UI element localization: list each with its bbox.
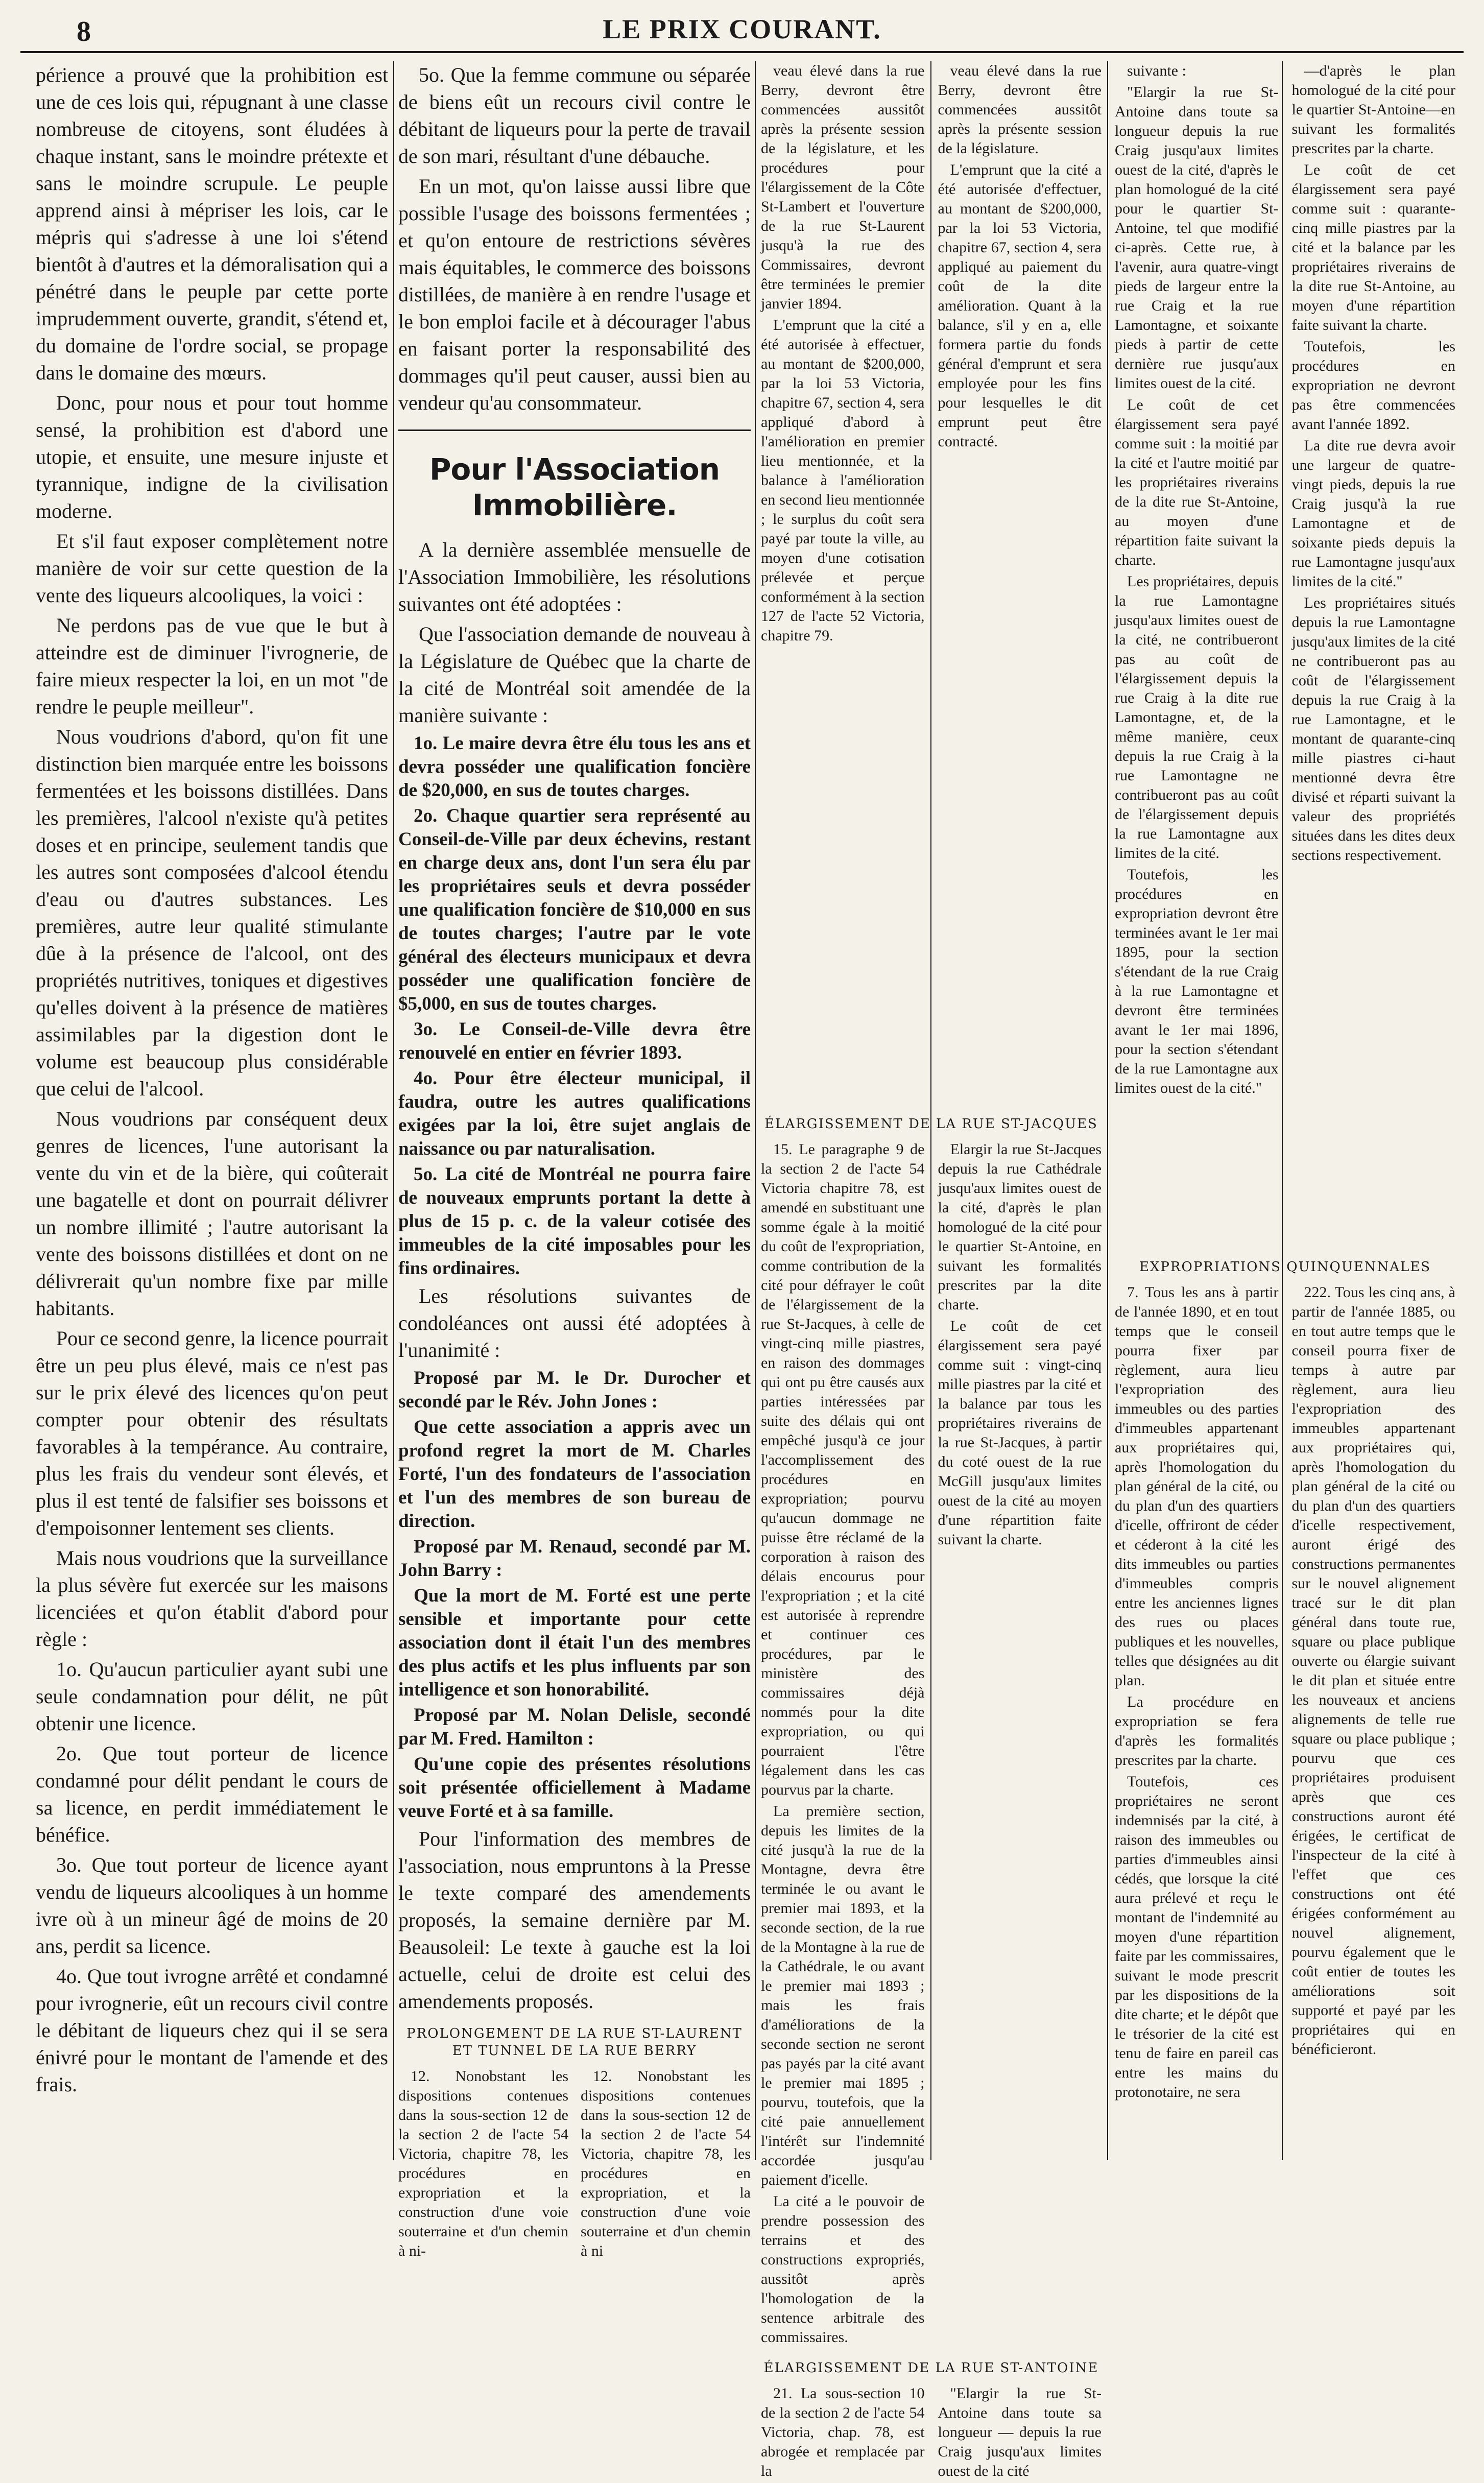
paragraph: Nous voudrions par conséquent deux genres de licences, l'une autorisant la vente du vin et de la bière, qui coûterait une bagatelle et dont on pourrait délivrer un nombre illimité ; l'autre autorisant la vente des boissons distillées et dont on ne délivrerait qu'un nombre fixe par mille habitants. bbox=[36, 1107, 388, 1320]
section-title: Pour l'Association Immobilière. bbox=[398, 429, 751, 523]
resolution: 2o. Chaque quartier sera représenté au Conseil-de-Ville par deux échevins, restant en charge deux ans, dont l'un sera élu par les propriétaires seuls et devra posséder une qualification foncière de $10,000 en sus de toutes charges; l'autre par le vote général des électeurs municipaux et devra posséder une qualification foncière de $5,000, en sus de toutes charges. bbox=[398, 805, 751, 1014]
law-text: 15. Le paragraphe 9 de la section 2 de l'acte 54 Victoria chapitre 78, est amendé en substituant une somme égale à la moitié du coût de l'expropriation, comme contribution de la cité pour défrayer le coût de l'élargissement de la rue St-Jacques, à celle de vingt-cinq mille piastres, en raison des dommages qui ont pu être causés aux parties intéressées par suite des délais qui ont empêché jusqu'à ce jour l'accomplissement des procédures en expropriation; pourvu qu'aucun dommage ne puisse être réclamé de la corporation à raison des délais encourus pour l'expropriation ; et la cité est autorisée à reprendre et continuer ces procédures, par le ministère des commissaires déjà nommés pour la dite expropriation, ou qui pourraient l'être légalement dans les cas pourvus par la charte. bbox=[761, 1141, 925, 1798]
law-text: Toutefois, les procédures en expropriation devront être terminées avant le 1er mai 1895, pour la section s'étendant de la rue Craig à la rue Lamontagne et devront être terminées avant le 1er mai 1896, pour la section s'étendant de la rue Lamontagne aux limites ouest de la cité." bbox=[1115, 866, 1279, 1096]
law-text: 21. La sous-section 10 de la section 2 de l'acte 54 Victoria, chap. 78, est abrogée et remplacée par la bbox=[761, 2385, 925, 2479]
column-2 bbox=[398, 61, 751, 2259]
paragraph: 3o. Que tout porteur de licence ayant vendu de liqueurs alcooliques à un homme ivre où à un mineur âgé de moins de 20 ans, perdit sa licence. bbox=[36, 1853, 388, 1957]
column-3 bbox=[761, 61, 1455, 2479]
paragraph: Donc, pour nous et pour tout homme sensé, la prohibition est d'abord une utopie, et ensuite, une mesure injuste et tyrannique, indigne de la civilisation moderne. bbox=[36, 391, 388, 522]
law-text: Les propriétaires, depuis la rue Lamontagne jusqu'aux limites ouest de la cité, ne contribueront pas au coût de l'élargissement depuis la rue Craig à la dite rue Lamontagne, et, de la même manière, ceux depuis la rue Craig à la rue Lamontagne ne contribueront pas au coût de l'élargissement depuis la rue Lamontagne aux limites de la cité. bbox=[1115, 573, 1279, 862]
page-number: 8 bbox=[77, 16, 91, 47]
condoleance: Proposé par M. Nolan Delisle, secondé par M. Fred. Hamilton : bbox=[398, 1705, 751, 1749]
condoleance: Proposé par M. Renaud, secondé par M. John Barry : bbox=[398, 1536, 751, 1581]
paragraph: Que l'association demande de nouveau à la Législature de Québec que la charte de la cité de Montréal soit amendée de la manière suivante : bbox=[398, 623, 751, 727]
column-rule bbox=[755, 61, 756, 2160]
resolution: 1o. Le maire devra être élu tous les ans et devra posséder une qualification foncière de $20,000, en sus de toutes charges. bbox=[398, 733, 751, 801]
paragraph: périence a prouvé que la prohibition est une de ces lois qui, répugnant à une classe nombreuse de citoyens, sont éludées à chaque instant, sans le moindre prétexte et sans le moindre scrupule. Le peuple apprend ainsi à mépriser les lois, car le mépris qui s'adresse à une loi s'étend bientôt à d'autres et la démoralisation qui a pénétré dans le peuple par cette porte imprudemment ouverte, grandit, s'étend et, du domaine de l'ordre social, se propage dans le domaine des mœurs. bbox=[36, 63, 388, 384]
law-text: Toutefois, les procédures en expropriation ne devront pas être commencées avant l'année 1892. bbox=[1291, 338, 1455, 433]
condoleance: Que cette association a appris avec un profond regret la mort de M. Charles Forté, l'un des fondateurs de l'association et l'un des membres de son bureau de direction. bbox=[398, 1417, 751, 1532]
law-text: veau élevé dans la rue Berry, devront être commencées aussitôt après la présente session de la législature. bbox=[938, 62, 1102, 157]
law-text: Les propriétaires situés depuis la rue Lamontagne jusqu'aux limites de la cité ne contribueront pas au coût de l'élargissement depuis la rue Craig à la rue Lamontagne, et le montant de quarante-cinq mille piastres ci-haut mentionné devra être divisé et réparti suivant la valeur des propriétés situées dans les dites deux sections respectivement. bbox=[1291, 594, 1455, 864]
law-text: Le coût de cet élargissement sera payé comme suit : quarante-cinq mille piastres par la cité et la balance par les propriétaires riverains de la dite rue St-Antoine, au moyen d'une répartition faite suivant la charte. bbox=[1291, 161, 1455, 333]
law-text: 222. Tous les cinq ans, à partir de l'année 1885, ou en tout autre temps que le conseil pourra fixer de temps à autre par règlement, aura lieu l'expropriation des immeubles appartenant aux propriétaires qui, après l'homologation du plan général de la cité ou du plan d'un des quartiers d'icelle respectivement, auront érigé des constructions permanentes sur le nouvel alignement tracé sur le dit plan général dans toute rue, square ou place publique ouverte ou élargie suivant le dit plan et située entre les nouveaux et anciens alignements de telle rue square ou place publique ; pourvu que ces propriétaires produisent après que ces constructions auront été érigées, le certificat de l'inspecteur de la cité à l'effet que ces constructions ont été érigées conformément au nouvel alignement, pourvu également que le coût entier de toutes les améliorations soit supporté et payé par les propriétaires qui en bénéficieront. bbox=[1291, 1284, 1455, 2058]
condoleance: Proposé par M. le Dr. Durocher et secondé par le Rév. John Jones : bbox=[398, 1368, 751, 1412]
paragraph: 5o. Que la femme commune ou séparée de biens eût un recours civil contre le débitant de liqueurs pour la perte de travail de son mari, résultant d'une débauche. bbox=[398, 63, 751, 168]
paragraph: Pour l'information des membres de l'association, nous empruntons à la Presse le texte comparé des amendements proposés, la semaine dernière par M. Beausoleil: Le texte à gauche est la loi actuelle, celui de droite est celui des amendements proposés. bbox=[398, 1827, 751, 2013]
law-text: La première section, depuis les limites de la cité jusqu'à la rue de la Montagne, devra être terminée le ou avant le premier mai 1893, et la seconde section, de la rue de la Montagne à la rue de la Cathédrale, le ou avant le premier mai 1893 ; mais les frais d'améliorations de la seconde section ne seront pas payés par la cité avant le premier mai 1895 ; pourvu, toutefois, que la cité paie annuellement l'intérêt sur l'indemnité accordée jusqu'au paiement d'icelle. bbox=[761, 1803, 925, 2188]
column-rule bbox=[393, 61, 394, 2160]
condoleance: Que la mort de M. Forté est une perte sensible et importante pour cette association dont il était l'un des membres des plus actifs et les plus influents par son intelligence et son honorabilité. bbox=[398, 1585, 751, 1700]
law-text: Le coût de cet élargissement sera payé comme suit : la moitié par la cité et l'autre moitié par les propriétaires riverains de la dite rue St-Antoine, au moyen d'une répartition faite suivant la charte. bbox=[1115, 396, 1279, 568]
subhead: PROLONGEMENT DE LA RUE ST-LAURENT ET TUNNEL DE LA RUE BERRY bbox=[406, 2026, 743, 2059]
law-text: L'emprunt que la cité a été autorisée à effectuer, au montant de $200,000, par la loi 53 Victoria, chapitre 67, section 4, sera appliqué d'abord à l'amélioration en premier lieu mentionnée, et la balance à l'amélioration en second lieu mentionnée ; le surplus du coût sera payé par toute la ville, au moyen d'une cotisation prélevée et perçue conformément à la section 127 de l'acte 52 Victoria, chapitre 79. bbox=[761, 317, 925, 644]
law-text-left: 12. Nonobstant les dispositions contenues dans la sous-section 12 de la section 2 de l'acte 54 Victoria, chapitre 78, les procédures en expropriation et la construction d'une voie souterraine et d'un chemin à ni- bbox=[398, 2068, 568, 2259]
paragraph: Nous voudrions d'abord, qu'on fit une distinction bien marquée entre les boissons fermentées et les boissons distillées. Dans les premières, l'alcool n'existe qu'à petites doses et en principe, seulement tandis que les autres sont composées d'alcool étendu d'eau ou d'autres substances. Les premières, autre leur qualité stimulante dûe à la présence de l'alcool, ont des propriétés nutritives, toniques et digestives qu'elles doivent à la présence de matières assimilables par la digestion dont le volume est beaucoup plus considérable que celui de l'alcool. bbox=[36, 725, 388, 1100]
paragraph: En un mot, qu'on laisse aussi libre que possible l'usage des boissons fermentées ; et qu'on entoure de restrictions sévères mais équitables, le commerce des boissons distillées, de manière à en rendre l'usage et le bon emploi facile et à décourager l'abus en faisant porter la responsabilité des dommages qu'il peut causer, aussi bien au vendeur qu'au consommateur. bbox=[398, 175, 751, 414]
law-text: "Elargir la rue St-Antoine dans toute sa longueur — depuis la rue Craig jusqu'aux limites ouest de la cité bbox=[938, 2385, 1102, 2479]
paragraph: Mais nous voudrions que la surveillance la plus sévère fut exercée sur les maisons licenciées et qu'on établit d'abord pour règle : bbox=[36, 1546, 388, 1651]
law-text: Le coût de cet élargissement sera payé comme suit : vingt-cinq mille piastres par la cité et la balance par tous les propriétaires riverains de la rue St-Jacques, à partir du coté ouest de la rue McGill jusqu'aux limites ouest de la cité au moyen d'une répartition faite suivant la charte. bbox=[938, 1318, 1102, 1548]
condoleance: Qu'une copie des présentes résolutions soit présentée officiellement à Madame veuve Forté et à sa famille. bbox=[398, 1754, 751, 1822]
subhead: ÉLARGISSEMENT DE LA RUE ST-ANTOINE bbox=[763, 2360, 1099, 2376]
law-text: Toutefois, ces propriétaires ne seront indemnisés par la cité, à raison des immeubles ou parties d'immeubles ainsi cédés, que lorsque la cité aura prélevé et reçu le montant de l'indemnité au moyen d'une répartition faite par les commissaires, suivant le mode prescrit par les dispositions de la dite charte; et le dépôt que le trésorier de la cité est tenu de faire en pareil cas entre les mains du protonotaire, ne sera bbox=[1115, 1773, 1279, 2100]
paragraph: Et s'il faut exposer complètement notre manière de voir sur cette question de la vente des liqueurs alcooliques, la voici : bbox=[36, 530, 388, 607]
law-text: La cité a le pouvoir de prendre possession des terrains et des constructions expropriés, aussitôt après l'homologation de la sentence arbitrale des commissaires. bbox=[761, 2193, 925, 2346]
law-text: veau élevé dans la rue Berry, devront être commencées aussitôt après la présente session de la législature, et les procédures pour l'élargissement de la Côte St-Lambert et l'ouverture de la rue St-Laurent jusqu'à la rue des Commissaires, devront être terminées le premier janvier 1894. bbox=[761, 62, 925, 312]
law-text: "Elargir la rue St-Antoine dans toute sa longueur depuis la rue Craig jusqu'aux limites ouest de la cité, d'après le plan homologué de la cité pour le quartier St-Antoine, tel que modifié ci-après. Cette rue, à l'avenir, aura quatre-vingt pieds de largeur entre la rue Craig et la rue Lamontagne, et soixante pieds à partir de cette dernière rue jusqu'aux limites ouest de la cité. bbox=[1115, 84, 1279, 392]
law-text: —d'après le plan homologué de la cité pour le quartier St-Antoine—en suivant les formalités prescrites par la charte. bbox=[1291, 62, 1455, 157]
subhead: ÉLARGISSEMENT DE LA RUE ST-JACQUES bbox=[764, 1116, 1098, 1132]
paragraph: 2o. Que tout porteur de licence condamné pour délit pendant le cours de sa licence, en perdit immédiatement le bénéfice. bbox=[36, 1742, 388, 1846]
paragraph: A la dernière assemblée mensuelle de l'Association Immobilière, les résolutions suivantes ont été adoptées : bbox=[398, 538, 751, 615]
law-text: suivante : bbox=[1127, 62, 1186, 79]
paragraph: Pour ce second genre, la licence pourrait être un peu plus élevé, mais ce n'est pas sur le prix élevé des licences qu'on peut compter pour obtenir des résultats favorables à la tempérance. Au contraire, plus les frais du vendeur sont élevés, et plus il est tenté de falsifier ses boissons et d'empoisonner lentement ses clients. bbox=[36, 1327, 388, 1539]
resolution: 5o. La cité de Montréal ne pourra faire de nouveaux emprunts portant la dette à plus de 15 p. c. de la valeur cotisée des immeubles de la cité imposables pour les fins ordinaires. bbox=[398, 1164, 751, 1279]
column-1 bbox=[36, 61, 388, 2155]
law-text: Elargir la rue St-Jacques depuis la rue Cathédrale jusqu'aux limites ouest de la cité, d'après le plan homologué de la cité pour le quartier St-Antoine, en suivant les formalités prescrites par la dite charte. bbox=[938, 1141, 1102, 1313]
law-text-right: 12. Nonobstant les dispositions contenues dans la sous-section 12 de la section 2 de l'acte 54 Victoria, chapitre 78, les procédures en expropriation, et la construction d'une voie souterraine et d'un chemin à ni bbox=[581, 2068, 751, 2259]
law-text: La procédure en expropriation se fera d'après les formalités prescrites par la charte. bbox=[1115, 1693, 1279, 1769]
subhead: EXPROPRIATIONS QUINQUENNALES bbox=[1139, 1259, 1431, 1275]
masthead-title: LE PRIX COURANT. bbox=[603, 14, 881, 44]
law-text: La dite rue devra avoir une largeur de quatre-vingt pieds, depuis la rue Craig jusqu'à la rue Lamontagne et de soixante pieds depuis la rue Lamontagne jusqu'aux limites de la cité." bbox=[1291, 437, 1455, 590]
law-text: 7. Tous les ans à partir de l'année 1890, et en tout temps que le conseil pourra fixer par règlement, aura lieu l'expropriation des immeubles ou des parties d'immeubles appartenant aux propriétaires qui, après l'homologation du plan général de la cité, ou du plan d'un des quartiers d'icelle, offriront de céder et céderont à la cité les dits immeubles ou parties d'immeubles compris entre les anciennes lignes des rues ou places publiques et les nouvelles, telles que désignées au dit plan. bbox=[1115, 1284, 1279, 1689]
law-text: L'emprunt que la cité a été autorisée d'effectuer, au montant de $200,000, par la loi 53 Victoria, chapitre 67, section 4, sera appliqué au paiement du coût de la dite amélioration. Quant à la balance, s'il y en a, elle formera partie du fonds général d'emprunt et sera employée pour les fins pour lesquelles le dit emprunt peut être contracté. bbox=[938, 161, 1102, 450]
resolution: 3o. Le Conseil-de-Ville devra être renouvelé en entier en février 1893. bbox=[398, 1019, 751, 1063]
paragraph: 4o. Que tout ivrogne arrêté et condamné pour ivrognerie, eût un recours civil contre le débitant de liqueurs chez qui il se sera énivré pour le montant de l'amende et des frais. bbox=[36, 1965, 388, 2096]
paragraph: Les résolutions suivantes de condoléances ont aussi été adoptées à l'unanimité : bbox=[398, 1284, 751, 1362]
paragraph: 1o. Qu'aucun particulier ayant subi une seule condamnation pour délit, ne pût obtenir une licence. bbox=[36, 1658, 388, 1735]
resolution: 4o. Pour être électeur municipal, il faudra, outre les autres qualifications exigées par la loi, être sujet anglais de naissance ou par naturalisation. bbox=[398, 1068, 751, 1159]
paragraph: Ne perdons pas de vue que le but à atteindre est de diminuer l'ivrognerie, de faire mieux respecter la loi, en un mot "de rendre le peuple meilleur". bbox=[36, 614, 388, 718]
page-header bbox=[20, 10, 1464, 53]
